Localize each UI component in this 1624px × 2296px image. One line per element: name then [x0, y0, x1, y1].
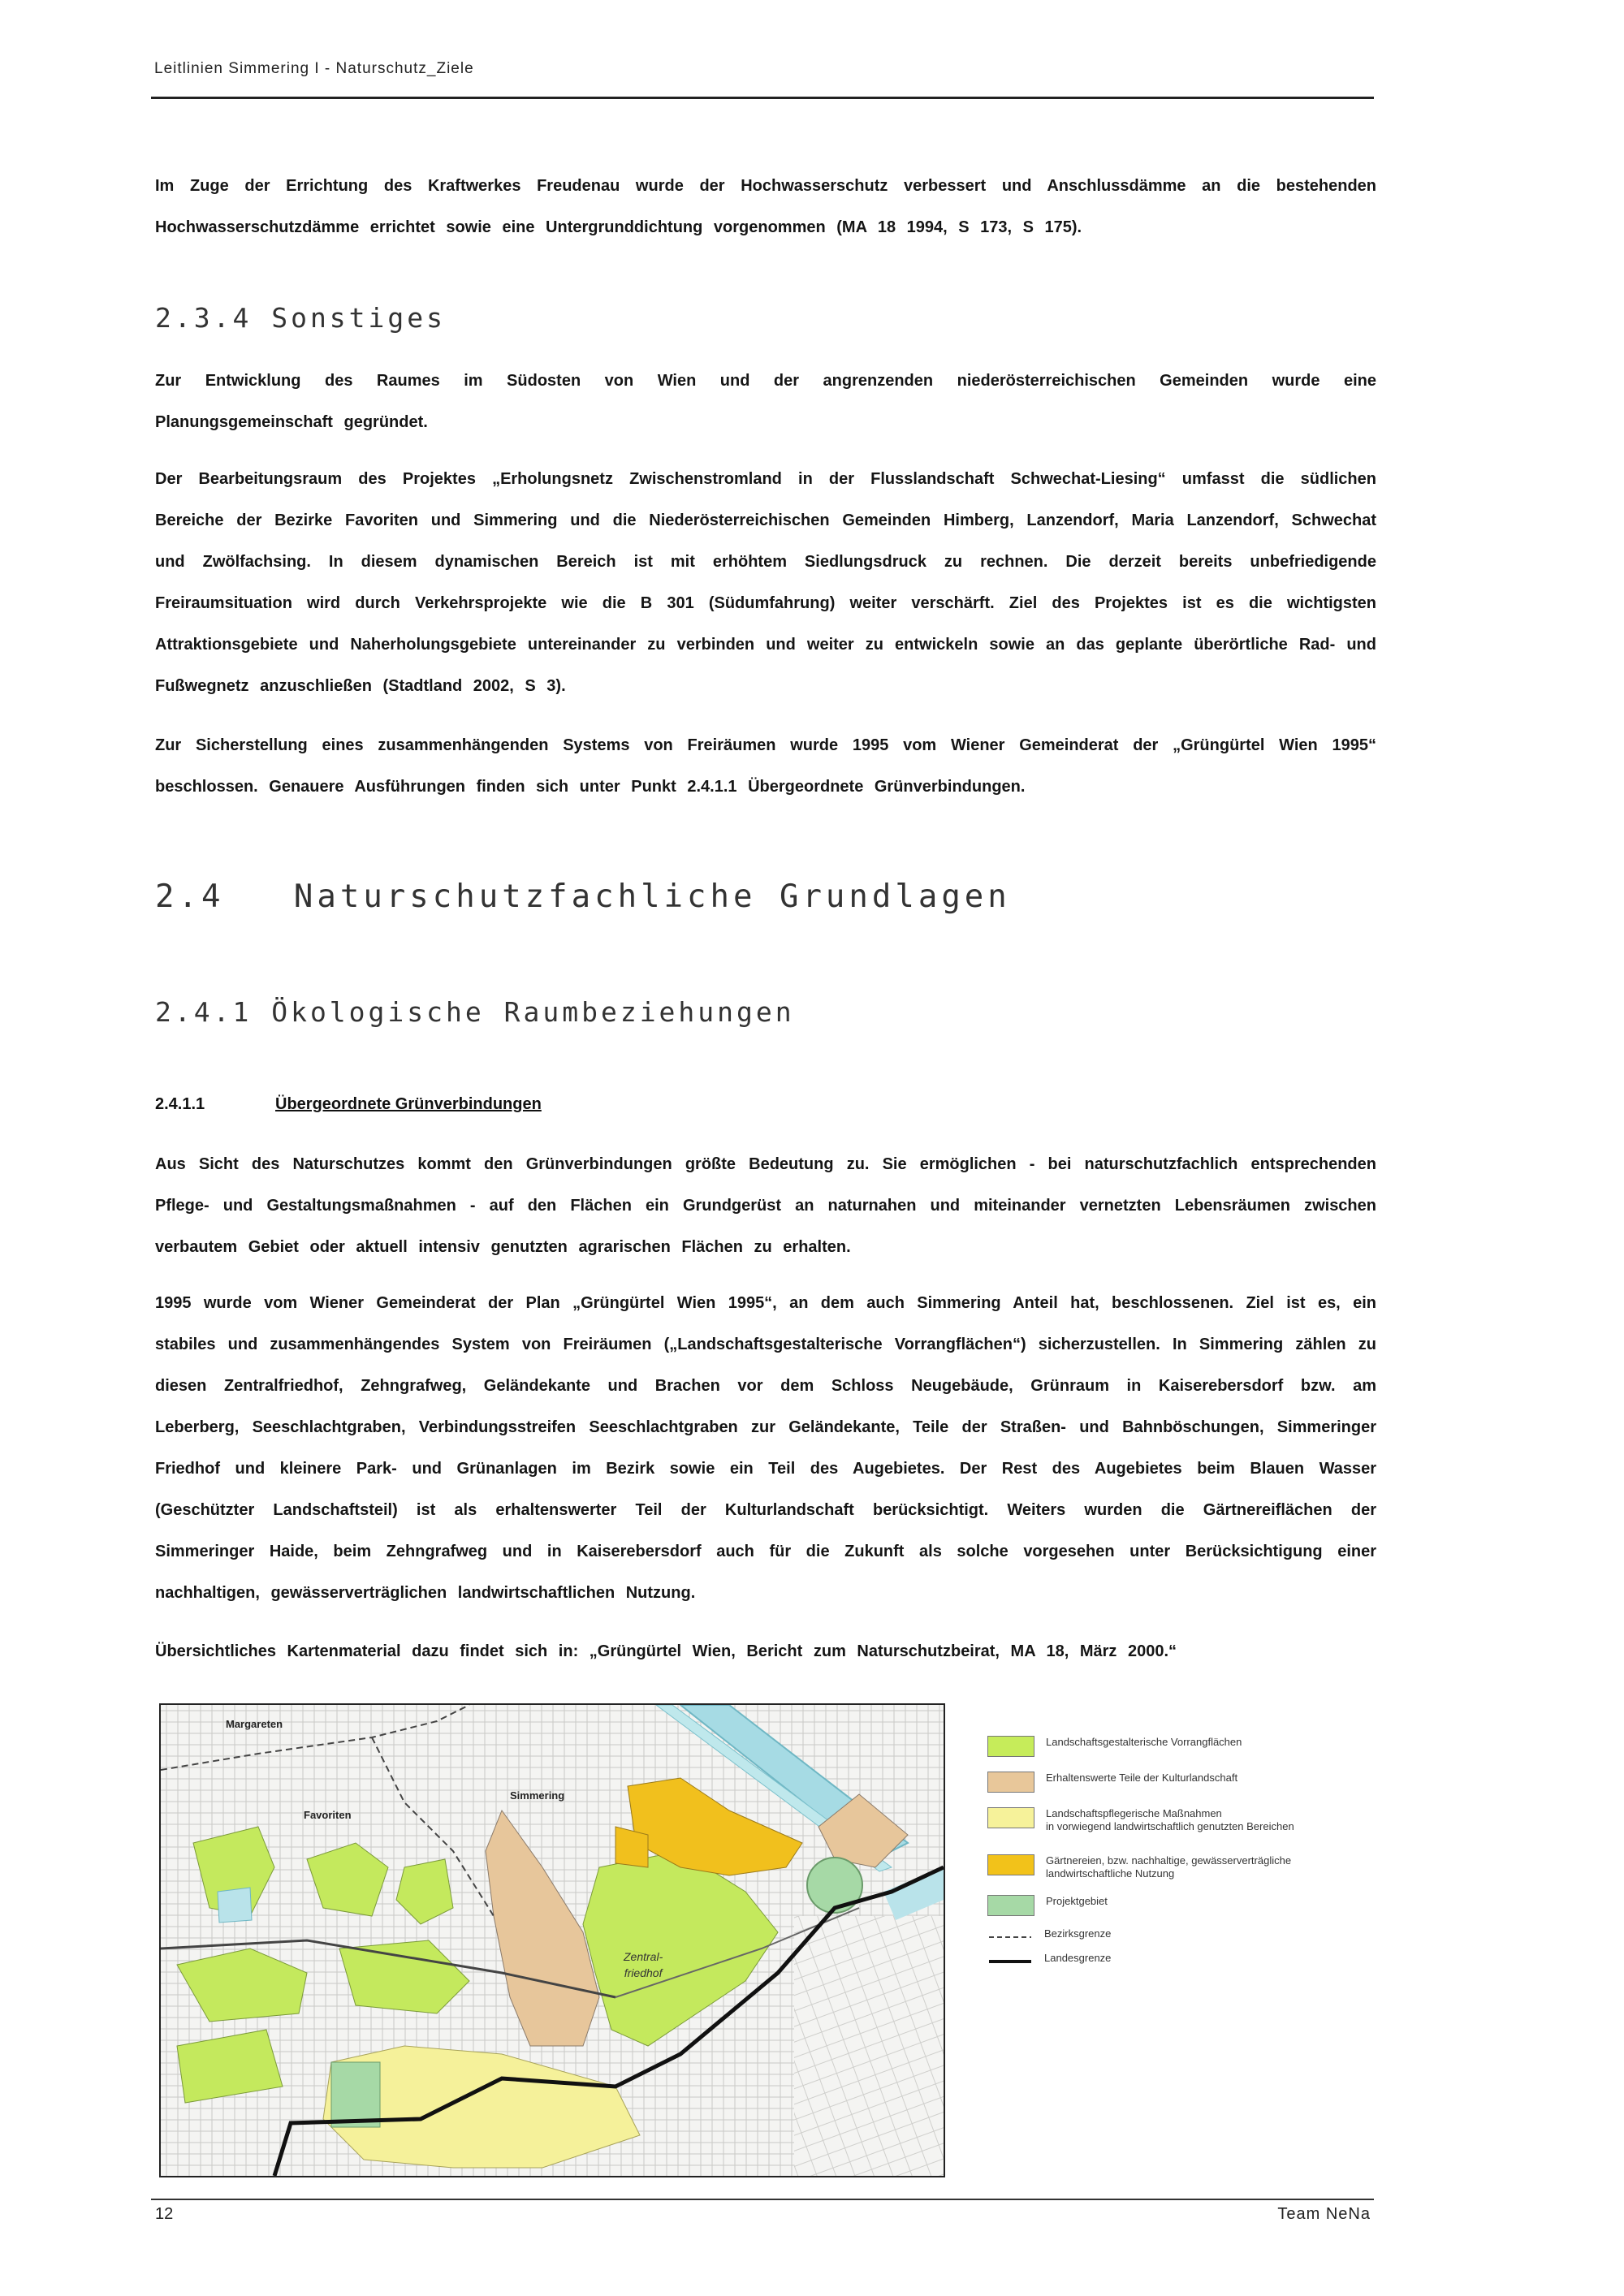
- page-number: 12: [155, 2205, 174, 2223]
- legend-swatch-vorrang: [987, 1736, 1034, 1757]
- subheading-number: 2.4.1.1: [155, 1095, 205, 1113]
- paragraph-1995: 1995 wurde vom Wiener Gemeinderat der Plan „Grüngürtel Wien 1995“, an dem auch Simmering Anteil hat, beschlossenen. Ziel ist es, ein stabiles und zusammenhängendes System von Freiräumen („Landschaftsgestalterische Vorrangflächen“) sicherzustellen. In Simmering zählen zu diesen Zentralfriedhof, Zehngrafweg, Geländekante und Brachen vor dem Schloss Neugebäude, Grünraum in Kaiserebersdorf bzw. am Leberberg, Seeschlachtgraben, Verbindungsstreifen Seeschlachtgraben zur Geländekante, Teile der Straßen- und Bahnböschungen, Simmeringer Friedhof und kleinere Park- und Grünanlagen im Bezirk sowie ein Teil des Augebietes. Der Rest des Augebietes beim Blauen Wasser (Geschützter Landschaftsteil) ist als erhaltenswerter Teil der Kulturlandschaft berücksichtigt. Weiters wurden die Gärtnereiflächen der Simmeringer Haide, beim Zehngrafweg und in Kaiserebersdorf auch für die Zukunft als solche vorgesehen unter Berücksichtigung einer nachhaltigen, gewässerverträglichen landwirtschaftlichen Nutzung.: [155, 1294, 1376, 1602]
- legend-item-landesgrenze: [987, 1952, 1111, 1971]
- legend-text-pflege: [1046, 1807, 1294, 1833]
- legend-swatch-pflege: [987, 1807, 1034, 1828]
- map-figure: [159, 1703, 945, 2177]
- legend-text-vorrang: Landschaftsgestalterische Vorrangflächen: [1046, 1736, 1242, 1748]
- paragraph-kartenmaterial: Übersichtliches Kartenmaterial dazu findet sich in: „Grüngürtel Wien, Bericht zum Naturschutzbeirat, MA 18, März 2000.“: [155, 1642, 1177, 1660]
- legend-swatch-projekt: [987, 1895, 1034, 1916]
- map-drawing: [161, 1705, 944, 2176]
- footer-team: Team NeNa: [1277, 2205, 1371, 2223]
- legend-item-kultur: [987, 1772, 1237, 1793]
- map-label-zentral: Zentral-: [624, 1950, 663, 1963]
- header-rule: [151, 97, 1374, 99]
- heading-2-3-4: 2.3.4 Sonstiges: [155, 302, 447, 334]
- legend-text-gaertnerei-1: Gärtnereien, bzw. nachhaltige, gewässerverträgliche: [1046, 1854, 1292, 1867]
- legend-item-bezirksgrenze: [987, 1927, 1111, 1947]
- map-label-friedhof: friedhof: [624, 1966, 663, 1979]
- legend-text-projekt: Projektgebiet: [1046, 1895, 1108, 1907]
- paragraph-sicht: Aus Sicht des Naturschutzes kommt den Grünverbindungen größte Bedeutung zu. Sie ermöglichen - bei naturschutzfachlich entsprechenden Pflege- und Gestaltungsmaßnahmen - auf den Flächen ein Grundgerüst an naturnahen und miteinander vernetzten Lebensräumen zwischen verbautem Gebiet oder aktuell intensiv genutzten agrarischen Flächen zu erhalten.: [155, 1155, 1376, 1256]
- legend-text-gaertnerei: [1046, 1854, 1291, 1880]
- heading-2-4: 2.4 Naturschutzfachliche Grundlagen: [155, 878, 1011, 915]
- subheading-title: Übergeordnete Grünverbindungen: [275, 1095, 542, 1113]
- paragraph-kraftwerk: Im Zuge der Errichtung des Kraftwerkes Freudenau wurde der Hochwasserschutz verbessert und Anschlussdämme an die bestehenden Hochwasserschutzdämme errichtet sowie eine Untergrunddichtung vorgenommen (MA 18 1994, S 173, S 175).: [155, 177, 1376, 236]
- legend-text-kultur: Erhaltenswerte Teile der Kulturlandschaft: [1046, 1772, 1238, 1784]
- map-label-simmering: Simmering: [510, 1789, 565, 1802]
- legend-item-projekt: [987, 1895, 1108, 1916]
- projektgebiet-circle: [807, 1858, 862, 1913]
- heading-2-4-1: 2.4.1 Ökologische Raumbeziehungen: [155, 996, 795, 1028]
- footer-rule: [151, 2199, 1374, 2200]
- map-label-favoriten: Favoriten: [304, 1809, 352, 1821]
- map-label-zentralfriedhof: [624, 1949, 663, 1981]
- legend-item-gaertnerei: [987, 1854, 1291, 1880]
- page-header-title: Leitlinien Simmering I - Naturschutz_Ziele: [154, 60, 474, 77]
- legend-swatch-kultur: [987, 1772, 1034, 1793]
- legend-line-landesgrenze: [987, 1952, 1033, 1971]
- paragraph-sicherstellung: Zur Sicherstellung eines zusammenhängenden Systems von Freiräumen wurde 1995 vom Wiener Gemeinderat der „Grüngürtel Wien 1995“ beschlossen. Genauere Ausführungen finden sich unter Punkt 2.4.1.1 Übergeordnete Grünverbindungen.: [155, 736, 1376, 796]
- legend-item-pflege: [987, 1807, 1294, 1833]
- area-projekt-south: [331, 2062, 380, 2127]
- legend-swatch-gaertnerei: [987, 1854, 1034, 1875]
- legend-line-bezirksgrenze: [987, 1927, 1033, 1947]
- area-lake: [218, 1888, 252, 1923]
- legend-text-pflege-1: Landschaftspflegerische Maßnahmen: [1046, 1807, 1222, 1819]
- legend-text-gaertnerei-2: landwirtschaftliche Nutzung: [1046, 1867, 1175, 1880]
- legend-text-landesgrenze: Landesgrenze: [1044, 1952, 1112, 1964]
- legend-item-vorrang: [987, 1736, 1242, 1757]
- paragraph-entwicklung: Zur Entwicklung des Raumes im Südosten von Wien und der angrenzenden niederösterreichischen Gemeinden wurde eine Planungsgemeinschaft gegründet.: [155, 372, 1376, 431]
- map-base-east: [794, 1916, 944, 2176]
- legend-text-pflege-2: in vorwiegend landwirtschaftlich genutzten Bereichen: [1046, 1820, 1294, 1832]
- paragraph-bearbeitungsraum: Der Bearbeitungsraum des Projektes „Erholungsnetz Zwischenstromland in der Flusslandschaft Schwechat-Liesing“ umfasst die südlichen Bereiche der Bezirke Favoriten und Simmering und die Niederösterreichischen Gemeinden Himberg, Lanzendorf, Maria Lanzendorf, Schwechat und Zwölfachsing. In diesem dynamischen Bereich ist mit erhöhtem Siedlungsdruck zu rechnen. Die derzeit bereits unbefriedigende Freiraumsituation wird durch Verkehrsprojekte wie die B 301 (Südumfahrung) weiter verschärft. Ziel des Projektes ist es die wichtigsten Attraktionsgebiete und Naherholungsgebiete untereinander zu verbinden und weiter zu entwickeln sowie an das geplante überörtliche Rad- und Fußwegnetz anzuschließen (Stadtland 2002, S 3).: [155, 470, 1376, 695]
- legend-text-bezirksgrenze: Bezirksgrenze: [1044, 1927, 1112, 1940]
- map-label-margareten: Margareten: [226, 1718, 283, 1730]
